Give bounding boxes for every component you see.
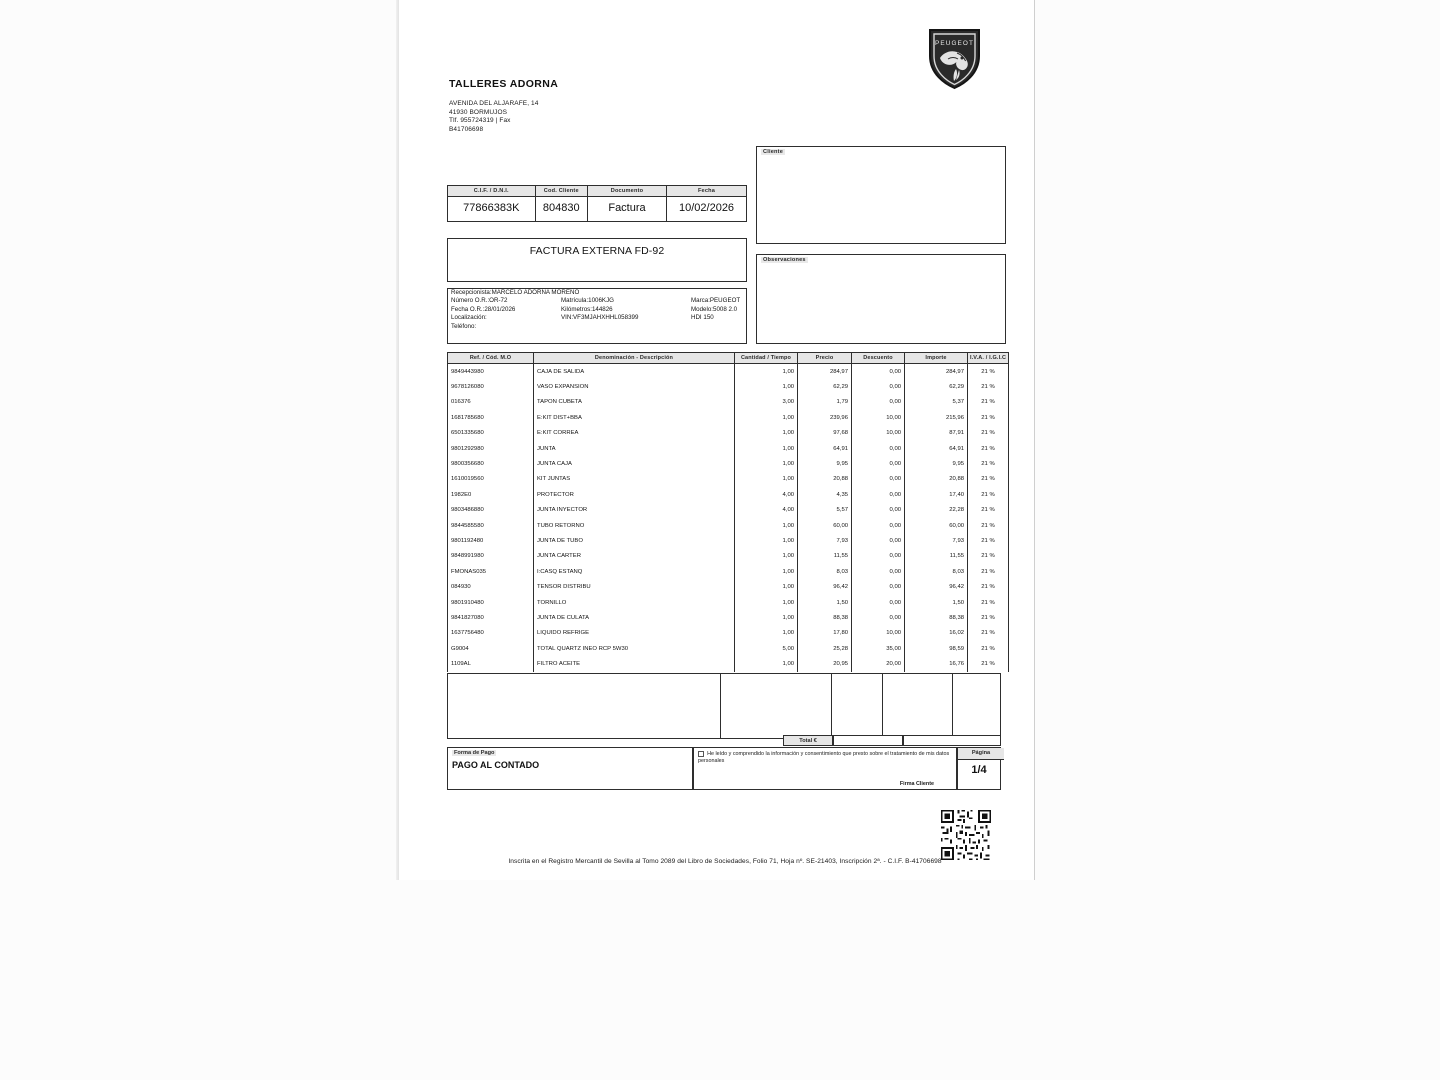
cell-cantidad: 1,00 [735,533,798,548]
cell-ref: 1610019560 [448,472,534,487]
cell-denominacion: JUNTA CARTER [534,549,735,564]
cell-descuento: 10,00 [852,410,905,425]
value-cod-cliente: 804830 [535,197,587,222]
cell-iva: 21 % [968,472,1009,487]
fecha-or-value: 28/01/2026 [484,305,516,313]
cell-cantidad: 1,00 [735,549,798,564]
cell-descuento: 0,00 [852,518,905,533]
cell-precio: 17,80 [798,626,852,641]
cell-iva: 21 % [968,364,1009,380]
factura-externa-text: FACTURA EXTERNA FD-92 [529,245,665,257]
document-info-table [447,185,747,222]
cell-importe: 11,55 [905,549,968,564]
total-value [833,735,903,746]
table-row [448,518,1009,533]
cell-descuento: 0,00 [852,364,905,380]
cell-descuento: 0,00 [852,610,905,625]
table-row [448,379,1009,394]
vehicle-row-numero-or [448,297,746,305]
cell-precio: 25,28 [798,641,852,656]
cell-importe: 87,91 [905,426,968,441]
cell-ref: 9841827080 [448,610,534,625]
cell-cantidad: 1,00 [735,518,798,533]
cell-iva: 21 % [968,549,1009,564]
cell-descuento: 0,00 [852,441,905,456]
company-header [449,78,558,134]
vehicle-row-telefono [448,323,746,331]
factura-externa-box [447,238,747,282]
cell-importe: 5,37 [905,395,968,410]
vin-group [561,314,638,322]
col-header-denominacion: Denominación - Descripción [534,353,735,364]
invoice-sheet [398,0,1035,880]
cell-precio: 20,88 [798,472,852,487]
blank-divider-1 [720,674,721,738]
cliente-box [756,146,1006,244]
cell-importe: 215,96 [905,410,968,425]
recepcionista-label: Recepcionista: [451,289,492,296]
cell-cantidad: 1,00 [735,579,798,594]
cell-ref: 1982E0 [448,487,534,502]
cell-descuento: 0,00 [852,503,905,518]
numero-or-label: Número O.R.: [451,297,490,305]
kilometros-value: 144826 [591,305,613,313]
header-documento: Documento [587,186,666,197]
cell-descuento: 0,00 [852,533,905,548]
cell-ref: 9801192480 [448,533,534,548]
forma-de-pago-label: Forma de Pago [454,750,495,756]
cell-denominacion: E:KIT CORREA [534,426,735,441]
cell-precio: 9,95 [798,456,852,471]
cell-ref: 084930 [448,579,534,594]
recepcionista-value: MARCELO ADORNA MORENO [491,289,580,296]
cell-importe: 16,76 [905,656,968,671]
vehicle-row-recepcionista [448,289,746,297]
firma-cliente-label: Firma Cliente [899,781,934,787]
qr-code-icon [937,808,995,862]
cell-denominacion: JUNTA CAJA [534,456,735,471]
cell-cantidad: 4,00 [735,503,798,518]
marca-label: Marca: [691,297,710,305]
cell-precio: 60,00 [798,518,852,533]
cell-importe: 16,02 [905,626,968,641]
table-row [448,626,1009,641]
cell-descuento: 0,00 [852,379,905,394]
cell-denominacion: VASO EXPANSION [534,379,735,394]
table-row [448,549,1009,564]
cell-iva: 21 % [968,426,1009,441]
cell-descuento: 35,00 [852,641,905,656]
cell-denominacion: KIT JUNTAS [534,472,735,487]
cell-ref: 9848991980 [448,549,534,564]
cell-ref: 1681785680 [448,410,534,425]
cell-ref: 9849443980 [448,364,534,380]
cell-importe: 284,97 [905,364,968,380]
cell-denominacion: TOTAL QUARTZ INEO RCP 5W30 [534,641,735,656]
cell-importe: 9,95 [905,456,968,471]
marca-group [691,297,740,305]
cell-importe: 64,91 [905,441,968,456]
cell-denominacion: LIQUIDO REFRIGE [534,626,735,641]
cell-denominacion: PROTECTOR [534,487,735,502]
cell-denominacion: TENSOR DISTRIBU [534,579,735,594]
cell-iva: 21 % [968,579,1009,594]
cell-precio: 239,96 [798,410,852,425]
cell-descuento: 0,00 [852,579,905,594]
cell-descuento: 20,00 [852,656,905,671]
cell-precio: 5,57 [798,503,852,518]
cell-cantidad: 1,00 [735,472,798,487]
cell-iva: 21 % [968,379,1009,394]
cell-ref: 1109AL [448,656,534,671]
matricula-value: 1006KJG [588,297,614,305]
col-header-precio: Precio [798,353,852,364]
table-row [448,456,1009,471]
cliente-box-label: Cliente [763,149,784,155]
cell-iva: 21 % [968,656,1009,671]
cell-importe: 96,42 [905,579,968,594]
col-header-cantidad: Cantidad / Tiempo [735,353,798,364]
cell-importe: 17,40 [905,487,968,502]
cell-precio: 1,79 [798,395,852,410]
cell-ref: 1637756480 [448,626,534,641]
forma-de-pago-value: PAGO AL CONTADO [452,760,540,770]
telefono-label: Teléfono: [451,322,477,330]
cell-denominacion: JUNTA DE TUBO [534,533,735,548]
company-name: TALLERES ADORNA [449,78,559,90]
company-address [449,100,558,134]
cell-denominacion: I:CASQ ESTANQ [534,564,735,579]
cell-cantidad: 1,00 [735,364,798,380]
col-header-descuento: Descuento [852,353,905,364]
cell-ref: 9800356680 [448,456,534,471]
pagina-box [957,747,1001,790]
blank-divider-4 [952,674,953,738]
cell-iva: 21 % [968,395,1009,410]
cell-precio: 4,35 [798,487,852,502]
table-row [448,441,1009,456]
cell-precio: 1,50 [798,595,852,610]
cell-denominacion: TUBO RETORNO [534,518,735,533]
vehicle-info-box [447,288,747,344]
cell-importe: 7,93 [905,533,968,548]
header-cif: C.I.F. / D.N.I. [448,186,536,197]
cell-denominacion: TAPON CUBETA [534,395,735,410]
cell-precio: 88,38 [798,610,852,625]
table-row [448,364,1009,380]
cell-ref: 9678126080 [448,379,534,394]
cell-cantidad: 1,00 [735,441,798,456]
cell-cantidad: 1,00 [735,610,798,625]
cell-cantidad: 1,00 [735,426,798,441]
cell-denominacion: FILTRO ACEITE [534,656,735,671]
total-value-extra [903,735,1001,746]
table-row [448,410,1009,425]
cell-cantidad: 1,00 [735,564,798,579]
cell-cantidad: 1,00 [735,595,798,610]
table-row [448,595,1009,610]
cell-iva: 21 % [968,533,1009,548]
cell-importe: 8,03 [905,564,968,579]
cell-ref: 6501335680 [448,426,534,441]
cell-descuento: 0,00 [852,395,905,410]
blank-divider-2 [831,674,832,738]
cell-iva: 21 % [968,626,1009,641]
company-address-line-2: 41930 BORMUJOS [449,108,508,116]
cell-ref: G9004 [448,641,534,656]
pagina-value: 1/4 [971,764,987,776]
localizacion-label: Localización: [451,314,487,322]
forma-de-pago-box [447,747,693,790]
kilometros-group [561,306,613,314]
cell-denominacion: TORNILLO [534,595,735,610]
cell-iva: 21 % [968,456,1009,471]
cell-iva: 21 % [968,441,1009,456]
cell-precio: 20,95 [798,656,852,671]
cell-cantidad: 1,00 [735,626,798,641]
cell-cantidad: 3,00 [735,395,798,410]
cell-iva: 21 % [968,503,1009,518]
cell-importe: 60,00 [905,518,968,533]
value-fecha: 10/02/2026 [667,197,747,222]
cell-precio: 284,97 [798,364,852,380]
cell-iva: 21 % [968,518,1009,533]
cell-importe: 1,50 [905,595,968,610]
cell-denominacion: CAJA DE SALIDA [534,364,735,380]
pagina-label: Página [958,748,1004,760]
table-row [448,641,1009,656]
consent-checkbox[interactable] [698,751,704,757]
company-address-line-4: B41706698 [449,125,484,133]
total-label: Total € [783,735,833,746]
col-header-importe: Importe [905,353,968,364]
cell-iva: 21 % [968,487,1009,502]
cell-cantidad: 1,00 [735,656,798,671]
document-info-value-row [448,197,747,222]
table-row [448,503,1009,518]
cell-descuento: 10,00 [852,626,905,641]
cell-denominacion: JUNTA INYECTOR [534,503,735,518]
cell-importe: 22,28 [905,503,968,518]
cell-descuento: 0,00 [852,487,905,502]
value-documento: Factura [587,197,666,222]
cell-iva: 21 % [968,564,1009,579]
cell-precio: 8,03 [798,564,852,579]
cell-importe: 88,38 [905,610,968,625]
blank-divider-3 [882,674,883,738]
matricula-label: Matrícula: [561,297,589,305]
col-header-ref: Ref. / Cód. M.O [448,353,534,364]
table-row [448,395,1009,410]
cell-cantidad: 1,00 [735,410,798,425]
cell-ref: 9801292980 [448,441,534,456]
cell-precio: 11,55 [798,549,852,564]
header-fecha: Fecha [667,186,747,197]
header-cod-cliente: Cod. Cliente [535,186,587,197]
kilometros-label: Kilómetros: [561,305,592,313]
cell-importe: 20,88 [905,472,968,487]
table-row [448,656,1009,671]
cell-iva: 21 % [968,641,1009,656]
cell-cantidad: 4,00 [735,487,798,502]
modelo-label: Modelo: [691,305,714,313]
vin-label: VIN: [561,314,574,322]
cell-precio: 62,29 [798,379,852,394]
svg-text:PEUGEOT: PEUGEOT [935,40,974,47]
cell-cantidad: 1,00 [735,456,798,471]
cell-denominacion: E:KIT DIST+BBA [534,410,735,425]
cell-descuento: 0,00 [852,456,905,471]
registry-footnote: Inscrita en el Registro Mercantil de Sevilla al Tomo 2089 del Libro de Sociedades, Folio 71, Hoja nº. SE-21403, Inscripción 2ª. - C.I.F. B-41706698 [508,858,942,865]
cell-descuento: 0,00 [852,595,905,610]
observaciones-box-label: Observaciones [763,257,806,263]
line-items-blank-area [447,673,1001,739]
peugeot-logo-icon [926,26,983,90]
consent-text-wrap [698,751,952,766]
consent-text: He leído y comprendido la información y consentimiento que presto sobre el tratamiento de mis datos personales [698,751,950,765]
cell-ref: FMONAS035 [448,564,534,579]
cell-denominacion: JUNTA DE CULATA [534,610,735,625]
value-cif: 77866383K [448,197,536,222]
table-row [448,564,1009,579]
document-info-header-row [448,186,747,197]
col-header-iva: I.V.A. / I.G.I.C [968,353,1009,364]
vehicle-row-localizacion [448,314,746,322]
marca-value: PEUGEOT [709,297,741,305]
line-items-header-row [448,353,1009,364]
table-row [448,472,1009,487]
cell-iva: 21 % [968,410,1009,425]
cell-precio: 64,91 [798,441,852,456]
company-address-line-1: AVENIDA DEL ALJARAFE, 14 [449,100,539,107]
cell-denominacion: JUNTA [534,441,735,456]
cell-precio: 96,42 [798,579,852,594]
cell-ref: 9844585580 [448,518,534,533]
observaciones-box [756,254,1006,344]
cell-precio: 97,68 [798,426,852,441]
cell-importe: 62,29 [905,379,968,394]
cell-iva: 21 % [968,610,1009,625]
table-row [448,533,1009,548]
cell-cantidad: 5,00 [735,641,798,656]
cell-descuento: 10,00 [852,426,905,441]
cell-cantidad: 1,00 [735,379,798,394]
cell-descuento: 0,00 [852,472,905,487]
table-row [448,610,1009,625]
consent-box [693,747,957,790]
matricula-group [561,297,614,305]
table-row [448,487,1009,502]
cell-ref: 9803486880 [448,503,534,518]
cell-ref: 9801910480 [448,595,534,610]
table-row [448,579,1009,594]
numero-or-value: OR-72 [489,297,508,305]
cell-precio: 7,93 [798,533,852,548]
table-row [448,426,1009,441]
cell-importe: 98,59 [905,641,968,656]
vin-value: VF3MJAHXHHL058399 [573,314,639,322]
cell-ref: 016376 [448,395,534,410]
cell-descuento: 0,00 [852,549,905,564]
modelo-value: 5008 2.0 HDI 150 [691,305,738,322]
fecha-or-label: Fecha O.R.: [451,305,485,313]
cell-descuento: 0,00 [852,564,905,579]
line-items-table [447,352,1009,672]
company-address-line-3: Tlf. 955724319 | Fax [449,117,511,125]
cell-iva: 21 % [968,595,1009,610]
